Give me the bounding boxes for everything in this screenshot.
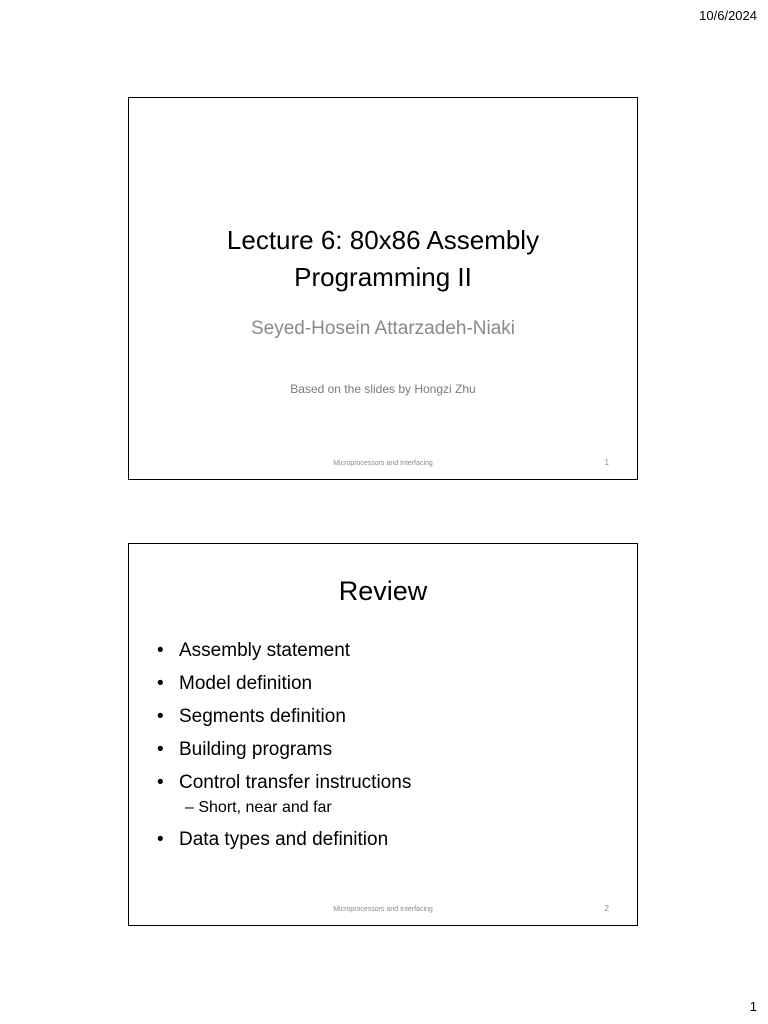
bullet-icon: •: [157, 772, 164, 793]
slide-title: [129, 222, 637, 296]
slide-number: 2: [604, 904, 609, 913]
bullet-icon: •: [157, 640, 164, 661]
bullet-text: Control transfer instructions: [179, 772, 412, 793]
bullet-text: Assembly statement: [179, 640, 351, 661]
bullet-icon: •: [157, 739, 164, 760]
author-name: Seyed-Hosein Attarzadeh-Niaki: [250, 318, 516, 339]
list-item: [157, 700, 411, 733]
bullet-text: Data types and definition: [179, 829, 389, 850]
slide-footer: Microprocessors and Interfacing: [333, 460, 433, 467]
title-line-1: Lecture 6: 80x86 Assembly: [226, 225, 540, 255]
list-item: [157, 733, 411, 766]
slide-1: [128, 97, 638, 480]
list-item: [157, 823, 411, 856]
sub-list-item: – Short, near and far: [185, 799, 332, 816]
bullet-text: Building programs: [179, 739, 333, 760]
bullet-icon: •: [157, 673, 164, 694]
page-date: 10/6/2024: [699, 8, 757, 23]
slide-footer: Microprocessors and Interfacing: [333, 906, 433, 913]
credit-note: Based on the slides by Hongzi Zhu: [290, 382, 476, 396]
bullet-icon: •: [157, 829, 164, 850]
slide-title: Review: [338, 576, 428, 606]
title-line-2: Programming II: [294, 262, 472, 292]
bullet-text: Model definition: [179, 673, 313, 694]
bullet-icon: •: [157, 706, 164, 727]
list-item: [157, 766, 411, 799]
list-item: [157, 667, 411, 700]
slide-2: [128, 543, 638, 926]
bullet-text: Segments definition: [179, 706, 346, 727]
slide-number: 1: [604, 458, 609, 467]
bullet-list: [157, 634, 411, 856]
list-item: [157, 634, 411, 667]
page-number: 1: [749, 999, 757, 1014]
